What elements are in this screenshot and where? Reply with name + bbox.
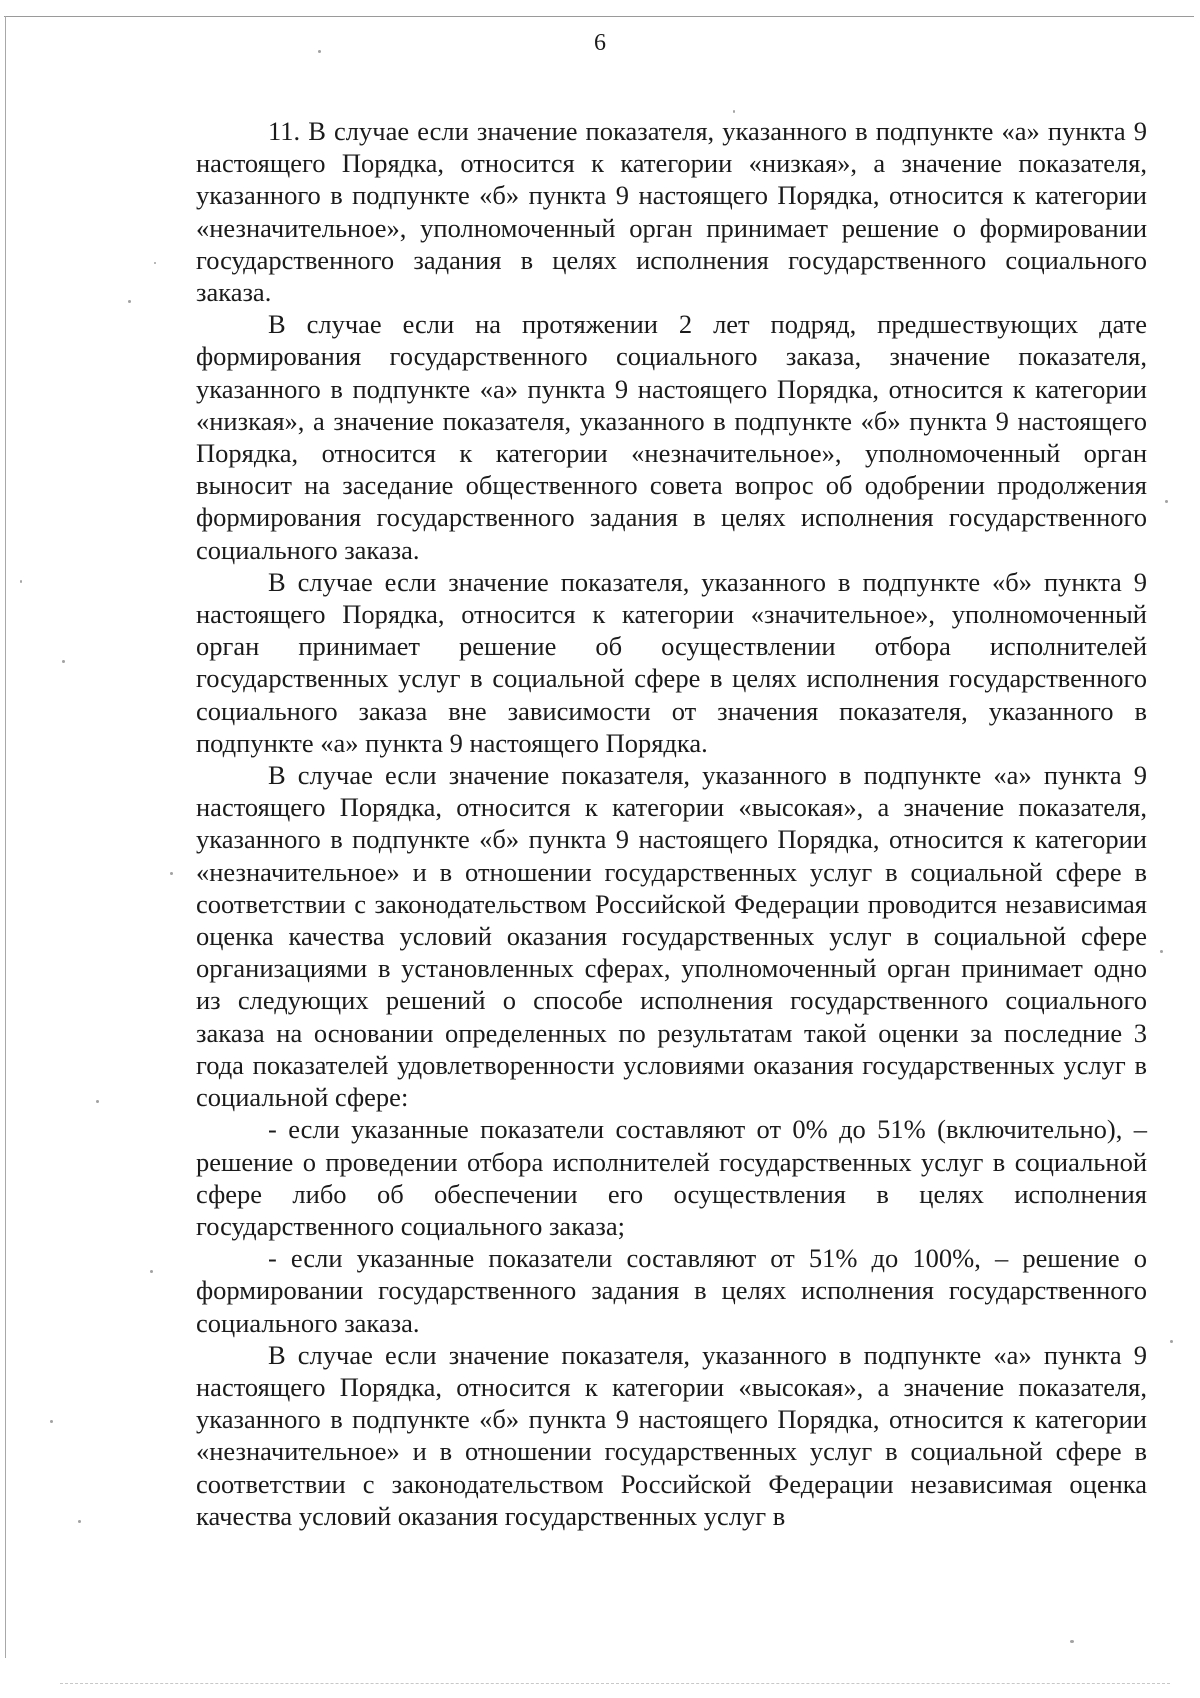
scan-speck: [1160, 950, 1163, 953]
list-item-51-100: - если указанные показатели составляют от 51% до 100%, – решение о формировании государственного задания в целях исполнения государственного социального заказа.: [196, 1243, 1147, 1338]
list-item-0-51: - если указанные показатели составляют от 0% до 51% (включительно), – решение о проведении отбора исполнителей государственных услуг в социальной сфере либо об обеспечении его осуществления в целях исполнения государственного социального заказа;: [196, 1114, 1147, 1241]
paragraph-two-years: В случае если на протяжении 2 лет подряд, предшествующих дате формирования государственного социального заказа, значение показателя, указанного в подпункте «а» пункта 9 настоящего Порядка, относится к категории «низкая», а значение показателя, указанного в подпункте «б» пункта 9 настоящего Порядка, относится к категории «незначительное», уполномоченный орган выносит на заседание общественного совета вопрос об одобрении продолжения формирования государственного задания в целях исполнения государственного социального заказа.: [196, 309, 1147, 565]
scan-edge-left: [5, 16, 6, 1658]
scan-edge-top: [4, 16, 1194, 17]
paragraph-high-without-assessment: В случае если значение показателя, указанного в подпункте «а» пункта 9 настоящего Порядка, относится к категории «высокая», а значение показателя, указанного в подпункте «б» пункта 9 настоящего Порядка, относится к категории «незначительное» и в отношении государственных услуг в социальной сфере в соответствии с законодательством Российской Федерации независимая оценка качества условий оказания государственных услуг в: [196, 1339, 1147, 1531]
scan-speck: [1170, 1340, 1173, 1343]
scan-speck: [733, 110, 735, 113]
scan-speck: [128, 300, 131, 303]
scan-speck: [318, 50, 321, 53]
paragraph-high-with-assessment: В случае если значение показателя, указанного в подпункте «а» пункта 9 настоящего Порядка, относится к категории «высокая», а значение показателя, указанного в подпункте «б» пункта 9 настоящего Порядка, относится к категории «незначительное» и в отношении государственных услуг в социальной сфере в соответствии с законодательством Российской Федерации проводится независимая оценка качества условий оказания государственных услуг в социальной сфере организациями в установленных сферах, уполномоченный орган принимает одно из следующих решений о способе исполнения государственного социального заказа на основании определенных по результатам такой оценки за последние 3 года показателей удовлетворенности условиями оказания государственных услуг в социальной сфере:: [196, 760, 1147, 1113]
scan-speck: [170, 872, 173, 875]
scan-speck: [150, 1270, 153, 1273]
scan-speck: [154, 262, 156, 264]
page-number: 6: [594, 30, 606, 56]
document-body: [196, 115, 1147, 1532]
paragraph-11: 11. В случае если значение показателя, указанного в подпункте «а» пункта 9 настоящего Порядка, относится к категории «низкая», а значение показателя, указанного в подпункте «б» пункта 9 настоящего Порядка, относится к категории «незначительное», уполномоченный орган принимает решение о формировании государственного задания в целях исполнения государственного социального заказа.: [196, 116, 1147, 308]
scan-speck: [78, 1520, 81, 1523]
scan-speck: [1165, 500, 1168, 503]
paragraph-significant: В случае если значение показателя, указанного в подпункте «б» пункта 9 настоящего Порядка, относится к категории «значительное», уполномоченный орган принимает решение об осуществлении отбора исполнителей государственных услуг в социальной сфере в целях исполнения государственного социального заказа вне зависимости от значения показателя, указанного в подпункте «а» пункта 9 настоящего Порядка.: [196, 566, 1147, 758]
scan-edge-bottom: [60, 1683, 1170, 1684]
scan-speck: [1070, 1640, 1074, 1643]
scan-speck: [62, 660, 65, 663]
scan-speck: [50, 1420, 53, 1423]
scan-speck: [96, 1100, 99, 1103]
scan-speck: [20, 580, 22, 583]
